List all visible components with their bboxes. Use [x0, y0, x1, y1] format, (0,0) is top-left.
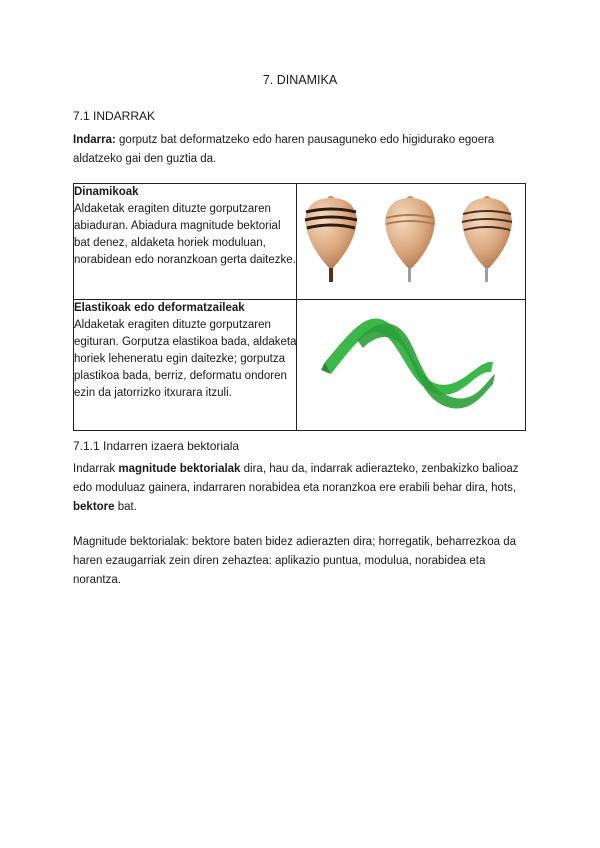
bold-term: bektore	[73, 501, 115, 513]
spinning-tops-illustration	[297, 184, 524, 294]
forces-table	[73, 183, 526, 431]
spinning-top-icon	[462, 196, 512, 282]
table-cell-text	[74, 300, 297, 431]
row-heading: Elastikoak edo deformatzaileak	[74, 302, 245, 314]
section-heading: 7.1 INDARRAK	[73, 109, 156, 123]
subsection-heading: 7.1.1 Indarren izaera bektoriala	[73, 439, 240, 453]
text-span: bat.	[114, 501, 137, 513]
text-span: dira, hau da, indarrak adierazteko, zenbakizko balioaz edo moduluaz gainera, indarraren norabidea eta noranzkoa ere erabili behar dira, hots,	[73, 463, 519, 494]
green-ribbon-illustration	[297, 300, 524, 425]
table-row	[74, 300, 526, 431]
spinning-top-icon	[305, 196, 357, 282]
definition-paragraph	[73, 131, 527, 169]
definition-text: gorputz bat deformatzeko edo haren pausaguneko edo higidurako egoera aldatzeko gai den guztia da.	[73, 134, 495, 165]
paragraph-vector-forces	[73, 460, 527, 517]
bold-term: magnitude bektorialak	[118, 463, 241, 475]
page-title: 7. DINAMIKA	[262, 73, 338, 87]
spinning-top-icon	[385, 196, 435, 282]
paragraph-vector-magnitudes: Magnitude bektorialak: bektore baten bidez adierazten dira; horregatik, beharrezkoa da haren ezaugarriak zein diren zehaztea: aplikazio puntua, modulua, norabidea eta norantza.	[73, 536, 517, 586]
table-cell-image	[297, 184, 526, 300]
row-body: Aldaketak eragiten dituzte gorputzaren abiaduran. Abiadura magnitude bektorial bat denez, aldaketa horiek moduluan, norabidean edo noranzkoan gerta daitezke.	[74, 203, 296, 266]
table-row	[74, 184, 526, 300]
row-heading: Dinamikoak	[74, 186, 139, 198]
definition-term: Indarra:	[73, 134, 116, 146]
row-body: Aldaketak eragiten dituzte gorputzaren egituran. Gorputza elastikoa bada, aldaketa horiek leheneratu egin daitezke; gorputza plastikoa bada, berriz, deformatu ondoren ezin da jatorrizko itxurara itzuli.	[74, 319, 297, 399]
table-cell-text	[74, 184, 297, 300]
table-cell-image	[297, 300, 526, 431]
text-span: Indarrak	[73, 463, 119, 475]
